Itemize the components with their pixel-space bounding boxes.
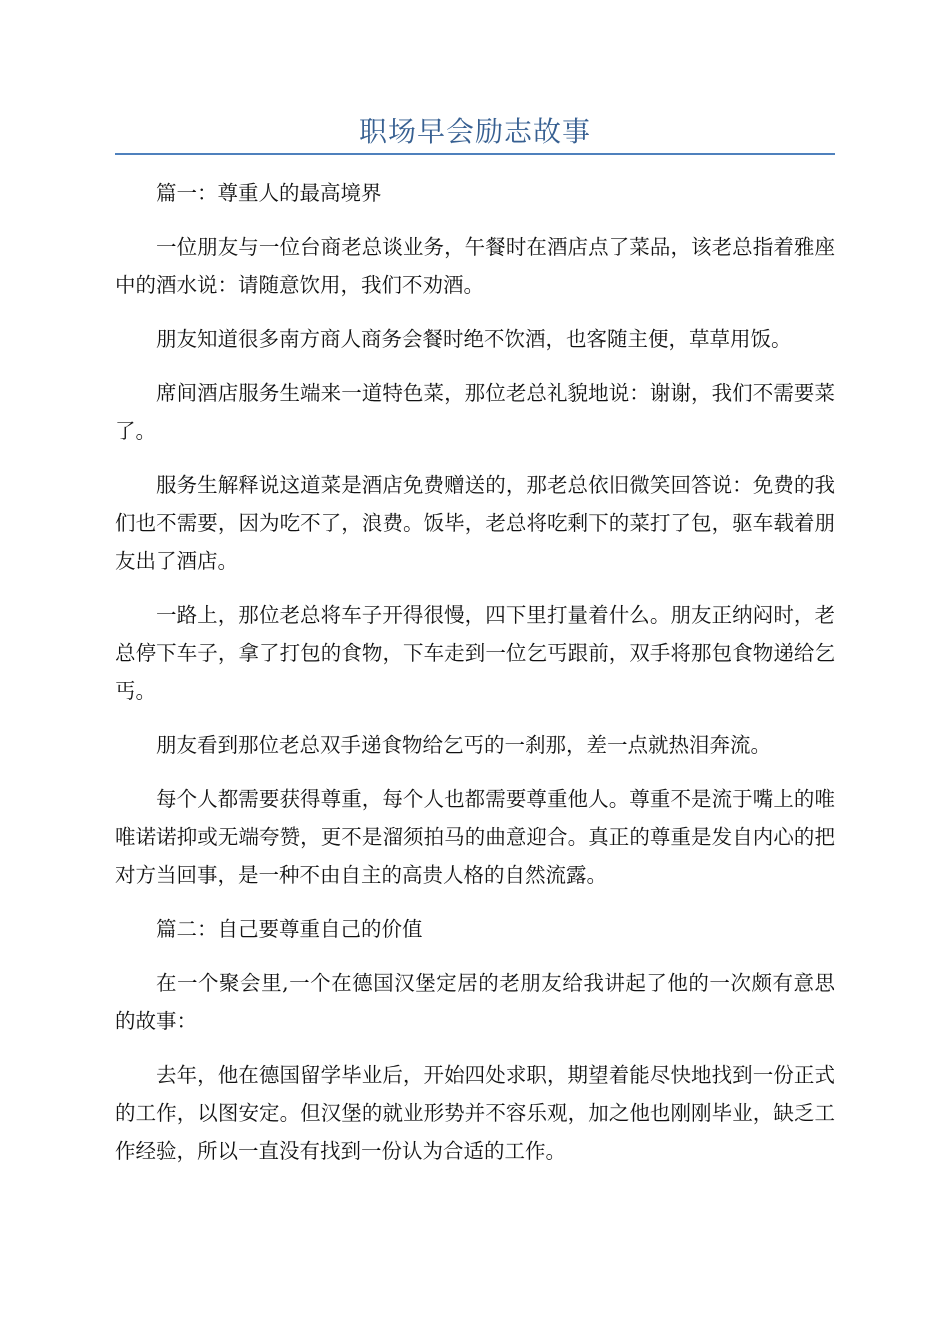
title-underline [115, 153, 835, 155]
paragraph: 席间酒店服务生端来一道特色菜，那位老总礼貌地说：谢谢，我们不需要菜了。 [115, 381, 835, 443]
paragraph: 在一个聚会里,一个在德国汉堡定居的老朋友给我讲起了他的一次颇有意思的故事： [115, 971, 835, 1033]
section-heading-1: 篇一：尊重人的最高境界 [156, 181, 382, 205]
paragraph: 去年，他在德国留学毕业后，开始四处求职，期望着能尽快地找到一份正式的工作，以图安定。但汉堡的就业形势并不容乐观，加之他也刚刚毕业，缺乏工作经验，所以一直没有找到一份认为合适的工作。 [115, 1063, 835, 1163]
paragraph: 朋友知道很多南方商人商务会餐时绝不饮酒，也客随主便，草草用饭。 [156, 327, 792, 351]
paragraph: 每个人都需要获得尊重，每个人也都需要尊重他人。尊重不是流于嘴上的唯唯诺诺抑或无端夸赞，更不是溜须拍马的曲意迎合。真正的尊重是发自内心的把对方当回事，是一种不由自主的高贵人格的自然流露。 [115, 787, 835, 887]
paragraph: 一路上，那位老总将车子开得很慢，四下里打量着什么。朋友正纳闷时，老总停下车子，拿了打包的食物，下车走到一位乞丐跟前，双手将那包食物递给乞丐。 [115, 603, 835, 703]
document-body [115, 174, 835, 1186]
document-title: 职场早会励志故事 [358, 115, 591, 148]
section-heading-2: 篇二：自己要尊重自己的价值 [156, 917, 423, 941]
paragraph: 一位朋友与一位台商老总谈业务，午餐时在酒店点了菜品，该老总指着雅座中的酒水说：请随意饮用，我们不劝酒。 [115, 235, 835, 297]
paragraph: 朋友看到那位老总双手递食物给乞丐的一刹那，差一点就热泪奔流。 [156, 733, 771, 757]
paragraph: 服务生解释说这道菜是酒店免费赠送的，那老总依旧微笑回答说：免费的我们也不需要，因为吃不了，浪费。饭毕，老总将吃剩下的菜打了包，驱车载着朋友出了酒店。 [115, 473, 835, 573]
